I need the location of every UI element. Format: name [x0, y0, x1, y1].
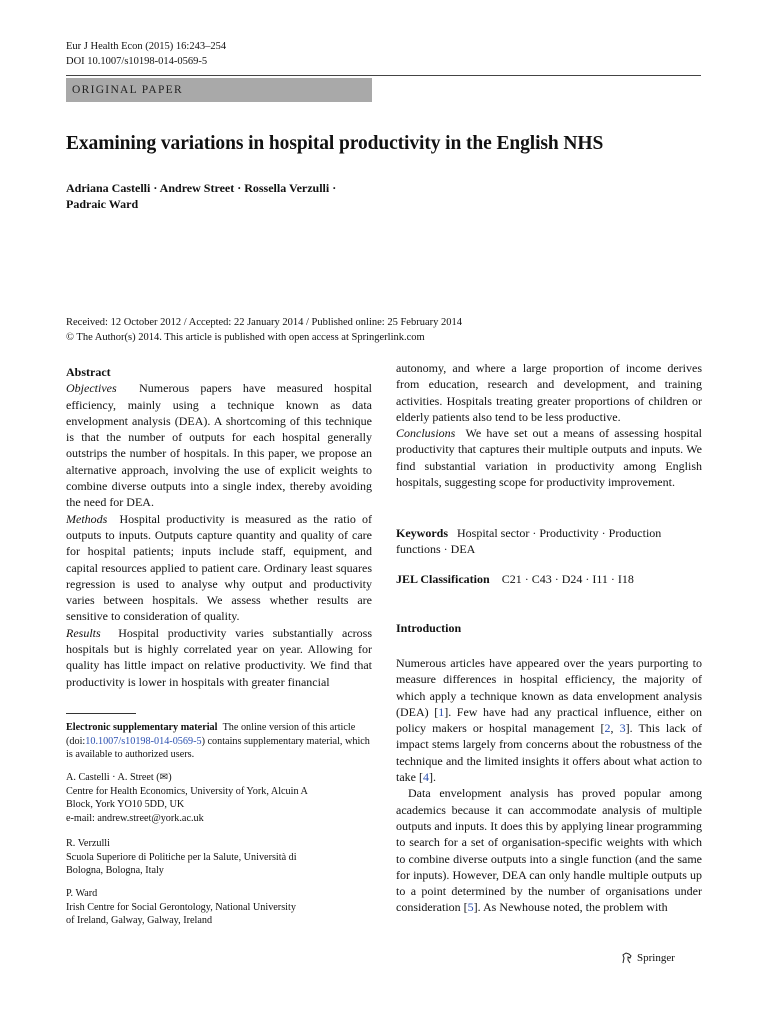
publisher-footer — [620, 951, 675, 965]
introduction-heading: Introduction — [396, 621, 462, 635]
aff1-line1: Centre for Health Economics, University of York, Alcuin A — [66, 785, 308, 797]
affiliation-bologna — [66, 837, 372, 878]
copyright-line: © The Author(s) 2014. This article is published with open access at Springerlink.com — [66, 332, 425, 343]
authors-line-1: Adriana Castelli · Andrew Street · Rossella Verzulli · — [66, 181, 337, 195]
abstract-results — [66, 625, 372, 690]
section-label: ORIGINAL PAPER — [66, 78, 372, 102]
abstract-methods — [66, 511, 372, 625]
results-text: Hospital productivity varies substantially across hospitals but is highly correlated year on year. Allowing for quality has little impact on relative productivity. We find that productivity is lower in hospitals with greater financial — [66, 625, 373, 689]
p2-text-b: ]. As Newhouse noted, the problem with — [473, 900, 668, 915]
aff3-line1: Irish Centre for Social Gerontology, National University — [66, 901, 296, 913]
header-rule — [66, 75, 701, 76]
aff3-name: P. Ward — [66, 888, 98, 899]
abstract-right-column — [396, 360, 702, 490]
p1-text-c: ]. This lack of impact stems largely from concerns about the robustness of the technique and the limited insights it offers about what action to take [ — [396, 721, 702, 785]
citation-4[interactable]: 4 — [422, 770, 429, 785]
results-continued: autonomy, and where a large proportion of income derives from education, research and development, and training activities. Hospitals treating greater proportions of children or elderly patients also tend to be less productive. — [396, 361, 702, 424]
esm-footnote — [66, 721, 372, 762]
p1-text-d: ]. — [428, 770, 436, 785]
authors-line-2: Padraic Ward — [66, 197, 139, 211]
aff1-email[interactable]: e-mail: andrew.street@york.ac.uk — [66, 812, 204, 824]
jel-classification — [396, 572, 634, 587]
author-list — [66, 180, 336, 212]
abstract-conclusions — [396, 425, 702, 490]
aff2-line1: Scuola Superiore di Politiche per la Salute, Università di — [66, 851, 297, 863]
springer-horse-icon — [620, 951, 634, 965]
esm-text-a: The online version of this article (doi: — [66, 722, 356, 747]
paper-title: Examining variations in hospital productivity in the English NHS — [66, 133, 604, 154]
keywords-label: Keywords — [396, 526, 448, 540]
intro-paragraph-2 — [396, 785, 702, 915]
esm-text-b: ) contains supplementary material, which is available to authorized users. — [66, 735, 370, 761]
introduction-body — [396, 655, 702, 916]
p1-text-b: ]. Few have had any practical influence, either on policy makers or hospital management [ — [396, 704, 702, 736]
citation-1[interactable]: 1 — [438, 704, 445, 719]
aff3-line2: of Ireland, Galway, Galway, Ireland — [66, 915, 213, 927]
esm-label: Electronic supplementary material — [66, 722, 218, 733]
affiliation-galway — [66, 887, 372, 928]
abstract-heading: Abstract — [66, 365, 111, 379]
publisher-name: Springer — [637, 952, 675, 964]
publication-dates — [66, 315, 462, 345]
objectives-text: Numerous papers have measured hospital efficiency, mainly using a technique known as data envelopment analysis (DEA). A shortcoming of this technique is that the number of outputs for each hospital generally outstrips the number of hospitals. In this paper, we propose an alternative approach, involving the use of explicit weights to combine diverse outputs into a single index, thereby avoiding the need for DEA. — [66, 381, 372, 510]
footnote-rule — [66, 713, 136, 714]
conclusions-text: We have set out a means of assessing hospital productivity that captures their multiple outputs and inputs. We find substantial variation in productivity among English hospitals, suggesting scope for productivity improvement. — [396, 426, 702, 490]
doi-line: DOI 10.1007/s10198-014-0569-5 — [66, 56, 208, 67]
aff1-line2: Block, York YO10 5DD, UK — [66, 799, 185, 811]
dates-line: Received: 12 October 2012 / Accepted: 22 January 2014 / Published online: 25 February 2014 — [66, 317, 463, 328]
abstract-objectives — [66, 380, 372, 510]
aff2-line2: Bologna, Bologna, Italy — [66, 865, 164, 877]
methods-label: Methods — [66, 511, 108, 526]
keywords-text: Hospital sector · Productivity · Production functions · DEA — [396, 526, 662, 557]
citation-5[interactable]: 5 — [467, 900, 474, 915]
conclusions-label: Conclusions — [396, 426, 456, 441]
jel-label: JEL Classification — [396, 572, 490, 586]
intro-paragraph-1: Numerous articles have appeared over the years purporting to measure differences in hospital efficiency, the majority of which apply a technique known as data envelopment analysis (DEA) [1]. Few have had any practical influence, either on policy makers or hospital management [2, 3]. This lack of impact stems largely from concerns about the robustness of the technique and the limited insights it offers about what action to take [4]. — [396, 656, 702, 785]
methods-text: Hospital productivity is measured as the ratio of outputs to inputs. Outputs capture quantity and quality of care for hospital patients; inputs include staff, equipment, and capital resources applied to patient care. Ordinary least squares regression is used to analyse why output and productivity varies between hospitals. We assess whether results are sensitive to consideration of quality. — [66, 511, 373, 624]
citation-2[interactable]: 2 — [604, 721, 611, 736]
affiliation-york — [66, 771, 372, 825]
keywords — [396, 525, 702, 558]
citation-3[interactable]: 3 — [619, 721, 626, 736]
results-label: Results — [66, 625, 101, 640]
objectives-label: Objectives — [66, 381, 117, 396]
aff1-names: A. Castelli · A. Street (✉) — [66, 772, 172, 783]
journal-line: Eur J Health Econ (2015) 16:243–254 — [66, 41, 227, 52]
esm-doi-link[interactable]: 10.1007/s10198-014-0569-5 — [85, 735, 202, 747]
p1-text-a: Numerous articles have appeared over the years purporting to measure differences in hospital efficiency, the majority of which apply a technique known as data envelopment analysis (DEA) [ — [396, 656, 702, 719]
jel-codes: C21 · C43 · D24 · I11 · I18 — [501, 572, 634, 586]
journal-citation — [66, 39, 226, 69]
abstract-left-column — [66, 364, 372, 690]
p2-text-a: Data envelopment analysis has proved popular among academics because it can accommodate analysis of multiple outputs and inputs. It does this by applying linear programming to search for a set of organisation-specific weights with which to combine diverse outputs into a single function (and the same for inputs). However, DEA can only handle multiple outputs up to a point determined by the number of organisations under consideration [ — [396, 786, 702, 915]
aff2-name: R. Verzulli — [66, 838, 110, 849]
